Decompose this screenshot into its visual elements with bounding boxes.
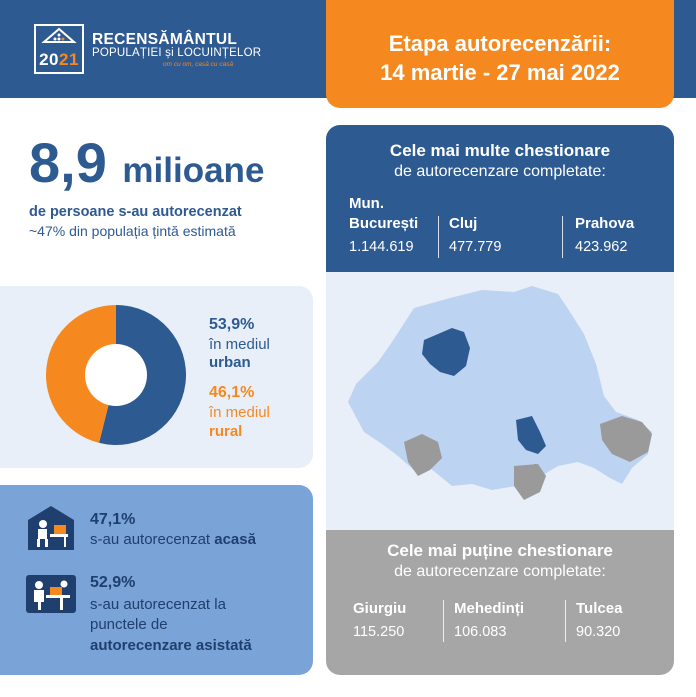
house-dots-icon [36, 26, 82, 52]
home-census-icon [26, 504, 76, 552]
most-city-0-value: 1.144.619 [349, 239, 414, 255]
stage-dates: 14 martie - 27 mai 2022 [380, 60, 620, 85]
least-title: Cele mai puține chestionare [387, 541, 613, 560]
least-city-2-name: Tulcea [576, 600, 623, 617]
most-title: Cele mai multe chestionare [389, 141, 611, 160]
assisted-line2: punctele de [90, 616, 168, 633]
brand-slogan: om cu om, casă cu casă [163, 61, 234, 68]
most-city-2-name: Prahova [575, 215, 635, 232]
headline-line1: de persoane s-au autorecenzat [29, 204, 242, 220]
least-city-1-value: 106.083 [454, 624, 507, 640]
most-city-1-name: Cluj [449, 215, 478, 232]
urban-line2: urban [209, 354, 251, 371]
romania-outline [348, 286, 652, 490]
least-separator-2 [565, 600, 566, 642]
brand-subtitle: POPULAȚIEI și LOCUINȚELOR [92, 47, 262, 59]
most-city-2-value: 423.962 [575, 239, 628, 255]
home-text: s-au autorecenzat acasă [90, 531, 256, 548]
logo-year: 2021 [39, 50, 79, 69]
assisted-line1: s-au autorecenzat la [90, 596, 226, 613]
most-city-1-value: 477.779 [449, 239, 502, 255]
home-percent: 47,1% [90, 511, 136, 528]
assisted-census-icon [26, 575, 76, 613]
assisted-percent: 52,9% [90, 574, 136, 591]
least-subtitle: de autorecenzare completate: [394, 563, 606, 580]
brand-title: RECENSĂMÂNTUL [92, 31, 238, 48]
stage-title: Etapa autorecenzării: [388, 31, 612, 56]
urban-rural-donut-chart [46, 305, 186, 445]
urban-line1: în mediul [209, 336, 270, 353]
most-separator-2 [562, 216, 563, 258]
rural-line1: în mediul [209, 404, 270, 421]
rural-line2: rural [209, 423, 243, 440]
county-giurgiu [514, 464, 546, 500]
urban-percent: 53,9% [209, 316, 255, 333]
most-subtitle: de autorecenzare completate: [394, 163, 606, 180]
assisted-bold: autorecenzare asistată [90, 637, 252, 654]
most-city-0-name2: București [349, 215, 419, 232]
donut-hole [85, 344, 147, 406]
least-city-0-name: Giurgiu [353, 600, 407, 617]
least-city-0-value: 115.250 [353, 624, 405, 640]
most-city-0-name1: Mun. [349, 195, 384, 212]
headline-line2: ~47% din populația țintă estimată [29, 223, 236, 239]
headline-number: 8,9 milioane [29, 131, 265, 194]
least-separator-1 [443, 600, 444, 642]
most-separator-1 [438, 216, 439, 258]
least-city-1-name: Mehedinți [454, 600, 524, 617]
romania-map [326, 272, 674, 530]
least-city-2-value: 90.320 [576, 624, 621, 640]
rural-percent: 46,1% [209, 384, 255, 401]
